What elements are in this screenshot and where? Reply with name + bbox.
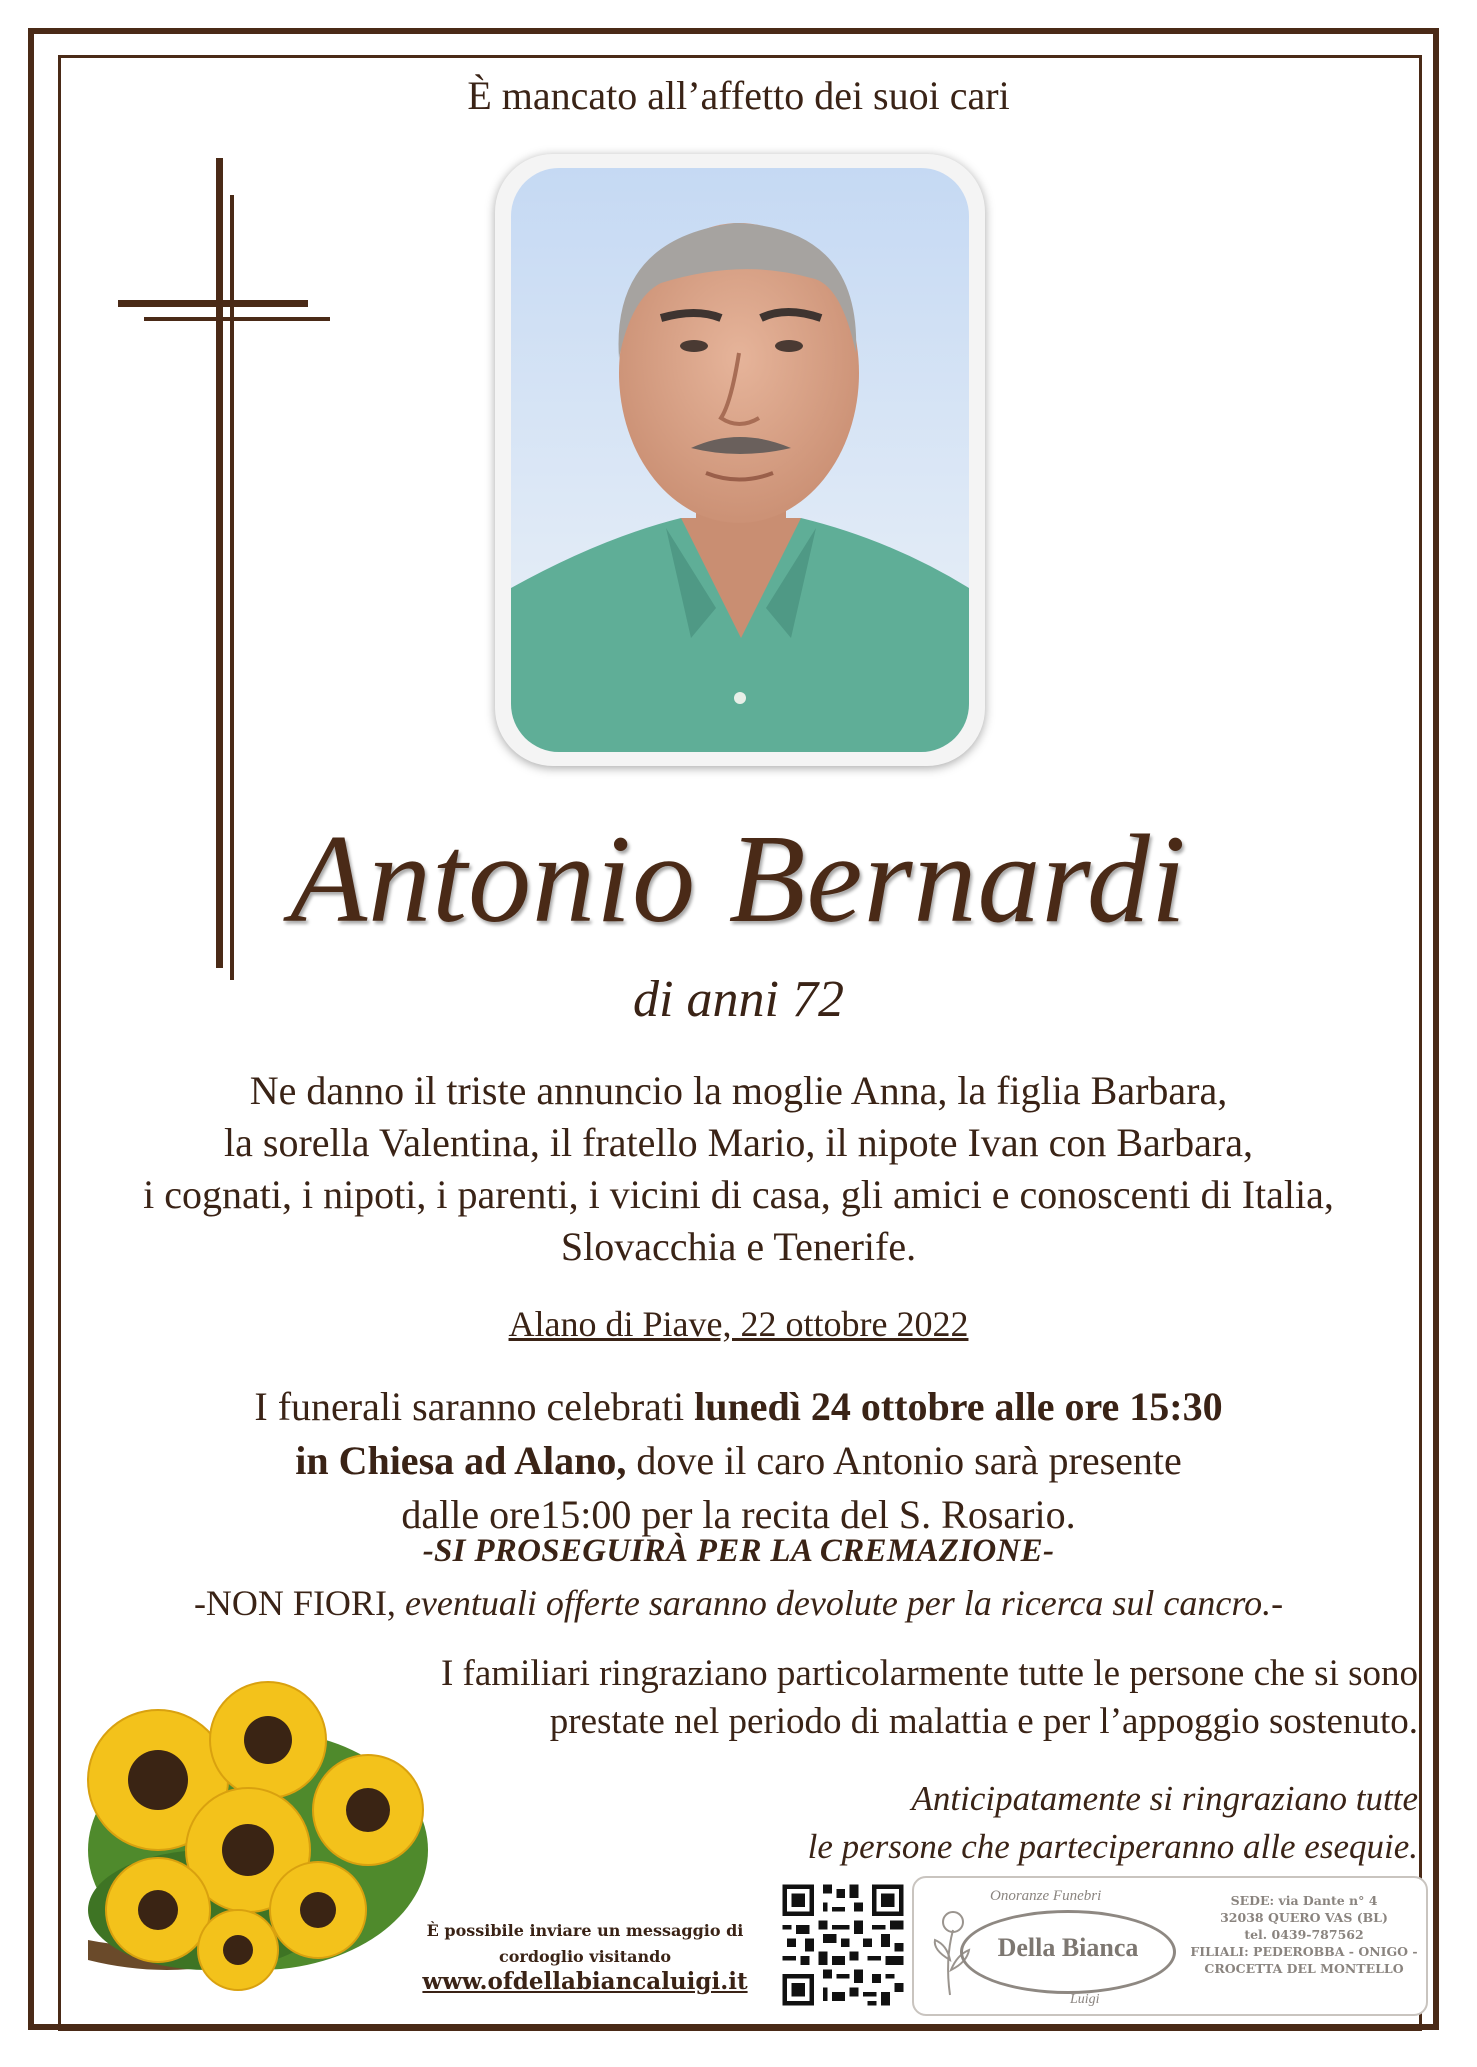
family-thanks [300, 1650, 1418, 1746]
sunflowers-image [68, 1660, 448, 2000]
place-date: Alano di Piave, 22 ottobre 2022 [508, 1304, 969, 1344]
thanks-line: I familiari ringraziano particolarmente tutte le persone che si sono [440, 1653, 1418, 1694]
non-fiori-label: -NON FIORI, [193, 1583, 396, 1623]
funeral-text: I funerali saranno celebrati [254, 1384, 695, 1429]
message-note [405, 1918, 765, 1970]
funeral-line-1 [60, 1380, 1417, 1434]
funeral-datetime: lunedì 24 ottobre alle ore 15:30 [694, 1384, 1223, 1429]
agency-info-line: FILIALI: PEDEROBBA - ONIGO - [1190, 1944, 1418, 1959]
thanks-line: prestate nel periodo di malattia e per l’appoggio sostenuto. [549, 1701, 1418, 1742]
agency-info-line: tel. 0439-787562 [1244, 1927, 1364, 1942]
message-line: cordoglio visitando [499, 1947, 671, 1966]
heading: È mancato all’affetto dei suoi cari [467, 73, 1010, 118]
agency-info-line: CROCETTA DEL MONTELLO [1204, 1961, 1404, 1976]
advance-thanks-line: Anticipatamente si ringraziano tutte [911, 1779, 1418, 1818]
website-link[interactable]: www.ofdellabiancaluigi.it [422, 1968, 748, 1995]
non-fiori-note [60, 1582, 1417, 1624]
portrait-photo [511, 168, 969, 752]
funeral-line-3: dalle ore15:00 per la recita del S. Rosario. [401, 1492, 1076, 1537]
funeral-location: in Chiesa ad Alano, [295, 1438, 627, 1483]
funeral-line-2 [60, 1434, 1417, 1488]
advance-thanks [500, 1775, 1418, 1871]
funeral-text: dove il caro Antonio sarà presente [626, 1438, 1182, 1483]
announcement-line: Slovacchia e Tenerife. [560, 1224, 917, 1269]
funeral-info [60, 1380, 1417, 1542]
agency-info [1185, 1892, 1423, 1977]
agency-info-line: SEDE: via Dante n° 4 [1230, 1893, 1378, 1908]
announcement [60, 1065, 1417, 1273]
deceased-age: di anni 72 [633, 971, 844, 1028]
qr-code[interactable] [778, 1880, 908, 2010]
cremation-note: -SI PROSEGUIRÀ PER LA CREMAZIONE- [422, 1533, 1055, 1569]
donation-note: eventuali offerte saranno devolute per la ricerca sul cancro.- [395, 1583, 1284, 1623]
message-line: È possibile inviare un messaggio di [426, 1921, 744, 1940]
announcement-line: la sorella Valentina, il fratello Mario, il nipote Ivan con Barbara, [224, 1120, 1253, 1165]
agency-info-line: 32038 QUERO VAS (BL) [1220, 1910, 1388, 1925]
deceased-name: Antonio Bernardi [290, 810, 1187, 949]
announcement-line: Ne danno il triste annuncio la moglie Anna, la figlia Barbara, [249, 1068, 1228, 1113]
announcement-line: i cognati, i nipoti, i parenti, i vicini di casa, gli amici e conoscenti di Italia, [143, 1172, 1334, 1217]
logo-name: Della Bianca [997, 1933, 1139, 1962]
logo-top-text: Onoranze Funebri [990, 1888, 1102, 1904]
logo-bottom-text: Luigi [1070, 1992, 1100, 2007]
advance-thanks-line: le persone che parteciperanno alle esequie. [807, 1827, 1418, 1866]
